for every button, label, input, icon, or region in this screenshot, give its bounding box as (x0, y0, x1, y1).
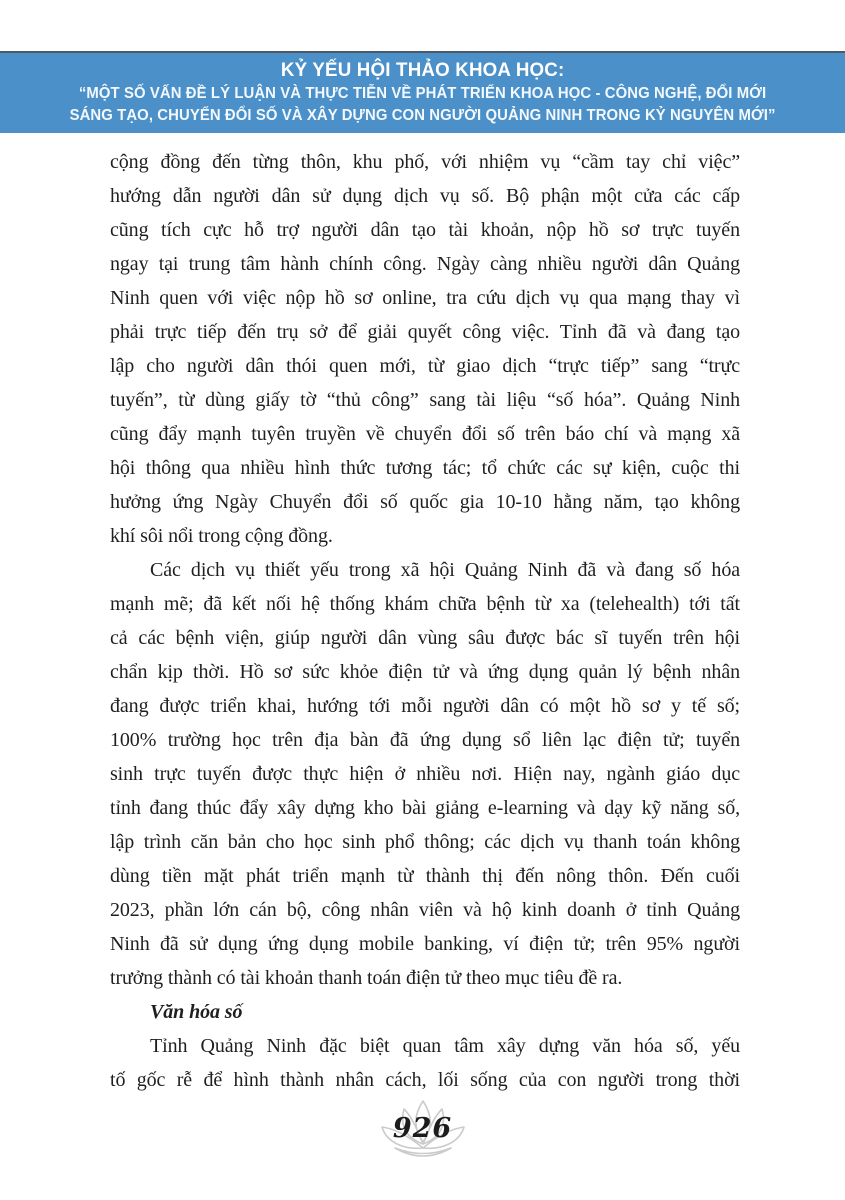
body-line: cũng tích cực hỗ trợ người dân tạo tài khoản, nộp hồ sơ trực tuyến (110, 219, 740, 241)
body-line: mạnh mẽ; đã kết nối hệ thống khám chữa bệnh từ xa (telehealth) tới tất (110, 593, 740, 615)
body-line: lập cho người dân thói quen mới, từ giao dịch “trực tiếp” sang “trực (110, 355, 740, 377)
body-line: đang được triển khai, hướng tới mỗi người dân có một hồ sơ y tế số; (110, 695, 740, 717)
conference-header-band (0, 51, 845, 133)
section-heading: Văn hóa số (150, 1001, 243, 1023)
body-line: Ninh quen với việc nộp hồ sơ online, tra cứu dịch vụ qua mạng thay vì (110, 287, 740, 309)
body-line: khí sôi nổi trong cộng đồng. (110, 525, 333, 547)
body-line: cộng đồng đến từng thôn, khu phố, với nhiệm vụ “cầm tay chỉ việc” (110, 151, 740, 173)
body-line: tuyến”, từ dùng giấy tờ “thủ công” sang tài liệu “số hóa”. Quảng Ninh (110, 389, 740, 411)
body-line: ngay tại trung tâm hành chính công. Ngày càng nhiều người dân Quảng (110, 253, 740, 275)
header-subtitle-line1: “MỘT SỐ VẤN ĐỀ LÝ LUẬN VÀ THỰC TIỄN VỀ PHÁT TRIỂN KHOA HỌC - CÔNG NGHỆ, ĐỔI MỚI (78, 85, 767, 102)
body-line: tố gốc rễ để hình thành nhân cách, lối sống của con người trong thời (110, 1069, 740, 1091)
header-subtitle-line2: SÁNG TẠO, CHUYỂN ĐỔI SỐ VÀ XÂY DỰNG CON NGƯỜI QUẢNG NINH TRONG KỶ NGUYÊN MỚI” (69, 107, 776, 124)
body-line: Các dịch vụ thiết yếu trong xã hội Quảng Ninh đã và đang số hóa (150, 559, 740, 581)
body-line: hướng dẫn người dân sử dụng dịch vụ số. Bộ phận một cửa các cấp (110, 185, 740, 207)
body-line: lập trình căn bản cho học sinh phổ thông; các dịch vụ thanh toán không (110, 831, 740, 853)
body-line: chẩn kịp thời. Hồ sơ sức khỏe điện tử và ứng dụng quản lý bệnh nhân (110, 661, 740, 683)
page-number: 926 (392, 1112, 453, 1144)
body-line: cả các bệnh viện, giúp người dân vùng sâu được bác sĩ tuyến trên hội (110, 627, 740, 649)
body-line: dùng tiền mặt phát triển mạnh từ thành thị đến nông thôn. Đến cuối (110, 865, 740, 887)
body-line: Tỉnh Quảng Ninh đặc biệt quan tâm xây dựng văn hóa số, yếu (150, 1035, 740, 1057)
header-title: KỶ YẾU HỘI THẢO KHOA HỌC: (280, 59, 565, 81)
body-line: phải trực tiếp đến trụ sở để giải quyết công việc. Tỉnh đã và đang tạo (110, 321, 740, 343)
body-line: trưởng thành có tài khoản thanh toán điện tử theo mục tiêu đề ra. (110, 967, 623, 989)
body-line: 100% trường học trên địa bàn đã ứng dụng sổ liên lạc điện tử; tuyển (110, 729, 740, 751)
body-line: Ninh đã sử dụng ứng dụng mobile banking, ví điện tử; trên 95% người (110, 933, 740, 955)
body-text (110, 145, 740, 1097)
body-line: 2023, phần lớn cán bộ, công nhân viên và hộ kinh doanh ở tỉnh Quảng (110, 899, 740, 921)
lotus-ornament (375, 1096, 471, 1164)
body-line: tỉnh đang thúc đẩy xây dựng kho bài giảng e-learning và dạy kỹ năng số, (110, 797, 740, 819)
body-line: hội thông qua nhiều hình thức tương tác; tổ chức các sự kiện, cuộc thi (110, 457, 740, 479)
body-line: cũng đẩy mạnh tuyên truyền về chuyển đổi số trên báo chí và mạng xã (110, 423, 740, 445)
page-footer (0, 1092, 845, 1167)
body-line: sinh trực tuyến được thực hiện ở nhiều nơi. Hiện nay, ngành giáo dục (110, 763, 740, 785)
body-line: hưởng ứng Ngày Chuyển đổi số quốc gia 10-10 hằng năm, tạo không (110, 491, 740, 513)
